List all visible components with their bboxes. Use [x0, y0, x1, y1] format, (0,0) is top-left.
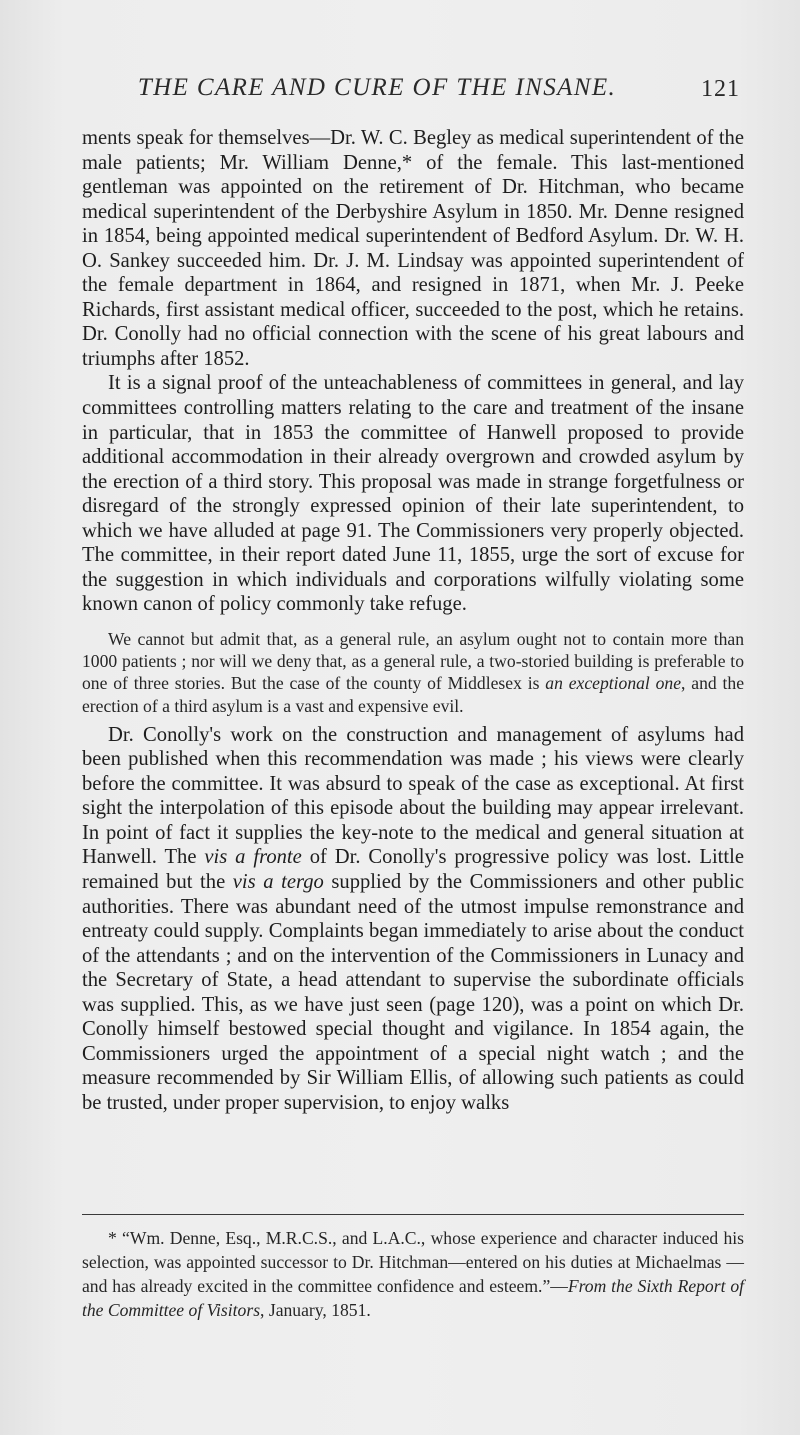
quote-emphasis: an exceptional one — [545, 673, 682, 694]
latin-phrase-fronte: vis a fronte — [204, 846, 302, 869]
block-quote — [82, 628, 744, 717]
footnote-text: * “Wm. Denne, Esq., M.R.C.S., and L.A.C., whose experience and character induced his selection, was appointed successor to Dr. Hitchman—entered on his duties at Michaelmas —and has already excited in the committee confidence and esteem.”— — [82, 1228, 744, 1296]
latin-phrase-tergo: vis a tergo — [232, 871, 324, 894]
page-header — [82, 74, 742, 114]
paragraph-1: ments speak for themselves—Dr. W. C. Begley as medical superintendent of the male patients; Mr. William Denne,* of the female. This last-mentioned gentleman was appointed on the retirement of Dr. Hitchman, who became medical superintendent of the Derbyshire Asylum in 1850. Mr. Denne resigned in 1854, being appointed medical superintendent of Bedford Asylum. Dr. W. H. O. Sankey succeeded him. Dr. J. M. Lindsay was appointed superintendent of the female department in 1864, and resigned in 1871, when Mr. J. Peeke Richards, first assistant medical officer, succeeded to the post, which he retains. Dr. Conolly had no official connection with the scene of his great labours and triumphs after 1852. — [82, 127, 744, 370]
footnote-source: From the Sixth Report of the Committee of Visitors — [82, 1276, 744, 1320]
footnote-date: , January, 1851. — [260, 1300, 371, 1320]
paragraph-3-part-3: supplied by the Commissioners and other public authorities. There was abundant need of the utmost impulse remonstrance and entreaty could supply. Complaints began immediately to arise about the conduct of the attendants ; and on the intervention of the Commissioners in Lunacy and the Secretary of State, a head attendant to supervise the subordinate officials was supplied. This, as we have just seen (page 120), was a point on which Dr. Conolly himself bestowed special thought and vigilance. In 1854 again, the Commissioners urged the appointment of a special night watch ; and the measure recommended by Sir William Ellis, of allowing such patients as could be trusted, under proper supervision, to enjoy walks — [82, 871, 744, 1114]
paragraph-3 — [82, 723, 744, 1116]
footnote — [82, 1226, 744, 1322]
main-text — [82, 126, 744, 1116]
page-number: 121 — [701, 76, 740, 102]
paragraph-3-part-1: Dr. Conolly's work on the construction and management of asylums had been published when this recommendation was made ; his views were clearly before the committee. It was absurd to speak of the case as exceptional. At first sight the interpolation of this episode about the building may appear irrelevant. In point of fact it supplies the key-note to the medical and general situation at Hanwell. The — [82, 723, 744, 869]
footnote-divider — [82, 1214, 744, 1215]
quote-text-end: , and the erection of a third asylum is a vast and expensive evil. — [82, 673, 745, 716]
running-title: THE CARE AND CURE OF THE INSANE. — [137, 74, 617, 101]
paragraph-2: It is a signal proof of the unteachableness of committees in general, and lay committees controlling matters relating to the care and treatment of the insane in particular, that in 1853 the committee of Hanwell proposed to provide additional accommodation in their already overgrown and crowded asylum by the erection of a third story. This proposal was made in strange forgetfulness or disregard of the strongly expressed opinion of their late superintendent, to which we have alluded at page 91. The Commissioners very properly objected. The committee, in their report dated June 11, 1855, urge the sort of excuse for the suggestion in which individuals and corporations wilfully violating some known canon of policy commonly take refuge. — [82, 372, 744, 616]
quote-text-start: We cannot but admit that, as a general rule, an asylum ought not to contain more than 1000 patients ; nor will we deny that, as a general rule, a two-storied building is preferable to one of three stories. But the case of the county of Middlesex is — [82, 628, 744, 694]
paragraph-3-part-2: of Dr. Conolly's progressive policy was lost. Little remained but the — [82, 846, 744, 894]
